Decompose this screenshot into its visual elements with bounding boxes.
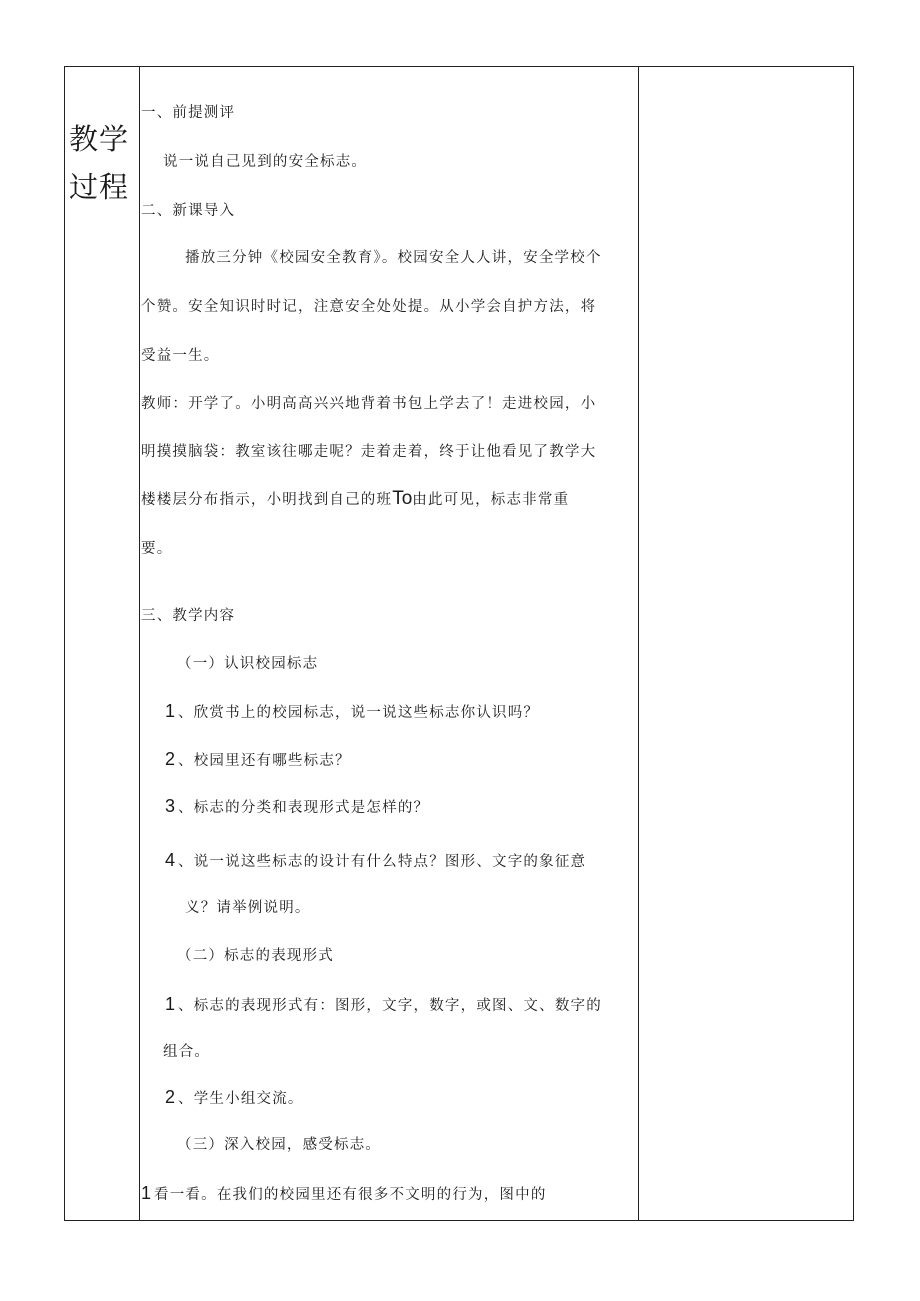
item-text: 、欣赏书上的校园标志，说一说这些标志你认识吗？: [178, 705, 540, 721]
list-item: [165, 994, 602, 1016]
item-number: 1: [141, 1183, 152, 1203]
list-item: [165, 701, 539, 723]
teacher-paragraph-line: 明摸摸脑袋：教室该往哪走呢？走着走着，终于让他看见了教学大: [141, 444, 597, 460]
subheading-recognize: （一）认识校园标志: [177, 656, 319, 672]
item-text: 、说一说这些标志的设计有什么特点？图形、文字的象征意: [178, 854, 587, 870]
teacher-paragraph-line: [141, 489, 569, 510]
heading-pretest: 一、前提测评: [141, 105, 236, 121]
list-item: [141, 1183, 547, 1205]
item-text: 看一看。在我们的校园里还有很多不文明的行为，图中的: [154, 1187, 547, 1203]
subheading-forms: （二）标志的表现形式: [177, 948, 334, 964]
item-text: 、标志的分类和表现形式是怎样的？: [178, 800, 430, 816]
list-item: [165, 1087, 304, 1109]
list-item: [165, 796, 429, 818]
teacher-paragraph-line: 要。: [141, 541, 173, 557]
subheading-campus: （三）深入校园，感受标志。: [177, 1137, 382, 1153]
intro-paragraph-line: 个赞。安全知识时时记，注意安全处处提。从小学会自护方法，将: [141, 299, 597, 315]
heading-content: 三、教学内容: [141, 608, 236, 624]
item-number: 4: [165, 850, 176, 870]
list-item-continuation: 义？请举例说明。: [185, 900, 311, 916]
teacher-paragraph-line: 教师：开学了。小明高高兴兴地背着书包上学去了！走进校园，小: [141, 396, 597, 412]
item-text: 、学生小组交流。: [178, 1091, 304, 1107]
text-run: 由此可见，标志非常重: [412, 492, 570, 508]
column-divider: [139, 67, 140, 1220]
intro-paragraph-line: 受益一生。: [141, 348, 220, 364]
list-item: [165, 749, 351, 771]
item-number: 1: [165, 701, 176, 721]
item-number: 2: [165, 1087, 176, 1107]
section-label: 教学过程: [69, 122, 130, 204]
item-text: 、标志的表现形式有：图形，文字，数字，或图、文、数字的: [178, 998, 602, 1014]
pretest-text: 说一说自己见到的安全标志。: [163, 154, 368, 170]
lesson-table: [64, 66, 854, 1221]
text-run: To: [392, 488, 413, 509]
list-item: [165, 850, 586, 872]
list-item-continuation: 组合。: [163, 1044, 211, 1060]
text-run: 楼楼层分布指示，小明找到自己的班: [141, 492, 393, 508]
intro-paragraph-line: 播放三分钟《校园安全教育》。校园安全人人讲，安全学校个: [185, 250, 602, 266]
item-number: 3: [165, 796, 176, 816]
heading-intro: 二、新课导入: [141, 203, 236, 219]
notes-column: [639, 67, 853, 1220]
item-number: 2: [165, 749, 176, 769]
item-number: 1: [165, 994, 176, 1014]
item-text: 、校园里还有哪些标志？: [178, 753, 351, 769]
